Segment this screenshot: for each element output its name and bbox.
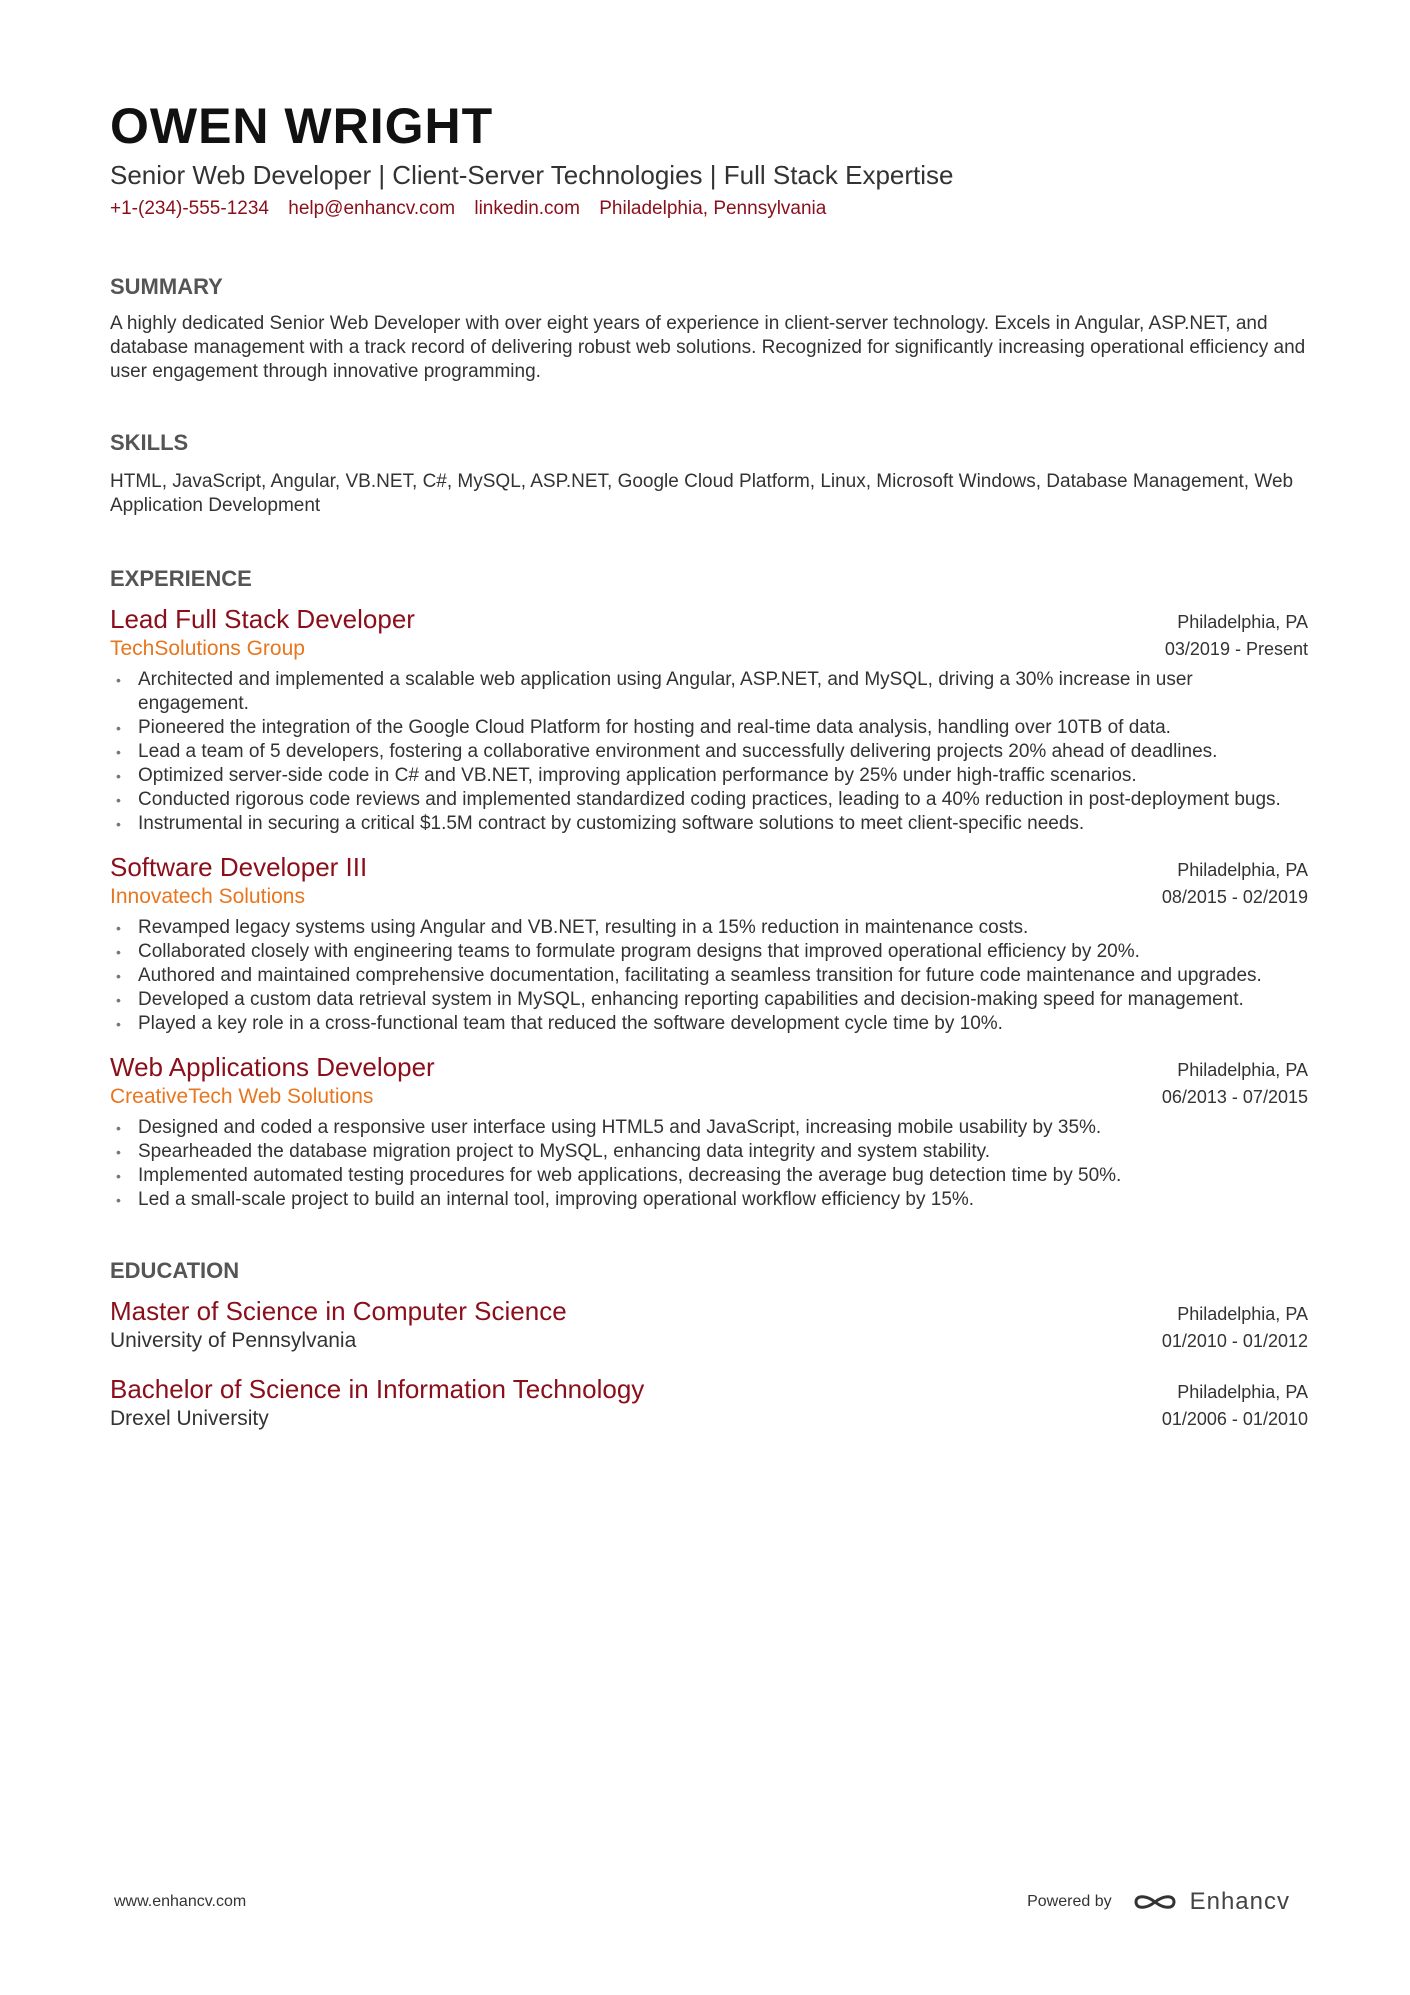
- job-company: CreativeTech Web Solutions: [110, 1085, 374, 1108]
- job-bullets: [110, 1116, 1308, 1212]
- education-school-row: [110, 1406, 1308, 1432]
- education-degree: Bachelor of Science in Information Technology: [110, 1374, 645, 1404]
- footer-website-link[interactable]: www.enhancv.com: [114, 1893, 247, 1910]
- job-bullet: • Architected and implemented a scalable web application using Angular, ASP.NET, and MySQL, driving a 30% increase in user engagement.: [110, 668, 1308, 716]
- candidate-name: OWEN WRIGHT: [110, 98, 494, 154]
- education-title: EDUCATION: [110, 1258, 240, 1283]
- job-company: TechSolutions Group: [110, 637, 305, 660]
- job-bullets: [110, 668, 1308, 836]
- enhancv-logo-icon: [1132, 1889, 1178, 1915]
- job-entry: [110, 850, 1308, 1036]
- resume-page: [110, 96, 1308, 1432]
- skills-text: HTML, JavaScript, Angular, VB.NET, C#, MySQL, ASP.NET, Google Cloud Platform, Linux, Microsoft Windows, Database Management, Web Application Development: [110, 471, 1294, 516]
- job-bullet: • Played a key role in a cross-functional team that reduced the software development cycle time by 10%.: [110, 1012, 1308, 1036]
- job-location: Philadelphia, PA: [1177, 612, 1308, 632]
- enhancv-logo-text: Enhancv: [1189, 1888, 1290, 1915]
- enhancv-logo[interactable]: [1132, 1888, 1290, 1916]
- job-location: Philadelphia, PA: [1177, 1060, 1308, 1080]
- job-bullet: • Developed a custom data retrieval system in MySQL, enhancing reporting capabilities and decision-making speed for management.: [110, 988, 1308, 1012]
- education-school-row: [110, 1328, 1308, 1354]
- education-entry: [110, 1294, 1308, 1354]
- contact-linkedin[interactable]: linkedin.com: [474, 198, 580, 219]
- education-dates: 01/2010 - 01/2012: [1161, 1331, 1308, 1351]
- job-company-row: [110, 884, 1308, 910]
- job-role: Lead Full Stack Developer: [110, 604, 415, 634]
- job-dates: 06/2013 - 07/2015: [1161, 1087, 1308, 1107]
- job-title-row: [110, 850, 1308, 884]
- education-degree-row: [110, 1294, 1308, 1328]
- summary-section: [110, 272, 1308, 384]
- education-degree-row: [110, 1372, 1308, 1406]
- job-bullet: • Conducted rigorous code reviews and implemented standardized coding practices, leading to a 40% reduction in post-deployment bugs.: [110, 788, 1308, 812]
- job-bullets: [110, 916, 1308, 1036]
- contact-info: [110, 196, 1308, 222]
- education-location: Philadelphia, PA: [1177, 1304, 1308, 1324]
- resume-header: [110, 96, 1308, 222]
- job-bullet: • Led a small-scale project to build an internal tool, improving operational workflow efficiency by 15%.: [110, 1188, 1308, 1212]
- education-entry: [110, 1372, 1308, 1432]
- job-company: Innovatech Solutions: [110, 885, 305, 908]
- education-school: University of Pennsylvania: [110, 1329, 357, 1352]
- job-bullet: • Optimized server-side code in C# and VB.NET, improving application performance by 25% under high-traffic scenarios.: [110, 764, 1308, 788]
- skills-title: SKILLS: [110, 430, 189, 455]
- job-title-row: [110, 602, 1308, 636]
- job-bullet: • Lead a team of 5 developers, fostering a collaborative environment and successfully delivering projects 20% ahead of deadlines.: [110, 740, 1308, 764]
- education-location: Philadelphia, PA: [1177, 1382, 1308, 1402]
- footer-brand: [1027, 1888, 1290, 1916]
- job-bullet: • Spearheaded the database migration project to MySQL, enhancing data integrity and system stability.: [110, 1140, 1308, 1164]
- skills-section: [110, 428, 1308, 518]
- experience-title: EXPERIENCE: [110, 566, 252, 591]
- job-dates: 03/2019 - Present: [1164, 639, 1308, 659]
- job-bullet: • Instrumental in securing a critical $1.5M contract by customizing software solutions to meet client-specific needs.: [110, 812, 1308, 836]
- summary-title: SUMMARY: [110, 274, 223, 299]
- job-title-row: [110, 1050, 1308, 1084]
- education-school: Drexel University: [110, 1407, 269, 1430]
- job-company-row: [110, 636, 1308, 662]
- job-bullet: • Authored and maintained comprehensive documentation, facilitating a seamless transition for future code maintenance and upgrades.: [110, 964, 1308, 988]
- job-role: Software Developer III: [110, 852, 368, 882]
- contact-location: Philadelphia, Pennsylvania: [599, 198, 827, 219]
- job-bullet: • Pioneered the integration of the Google Cloud Platform for hosting and real-time data analysis, handling over 10TB of data.: [110, 716, 1308, 740]
- job-bullet: • Implemented automated testing procedures for web applications, decreasing the average bug detection time by 50%.: [110, 1164, 1308, 1188]
- job-entry: [110, 1050, 1308, 1212]
- job-bullet: • Collaborated closely with engineering teams to formulate program designs that improved operational efficiency by 20%.: [110, 940, 1308, 964]
- education-dates: 01/2006 - 01/2010: [1161, 1409, 1308, 1429]
- education-section: [110, 1256, 1308, 1432]
- page-footer: [114, 1888, 1290, 1916]
- summary-text: A highly dedicated Senior Web Developer with over eight years of experience in client-server technology. Excels in Angular, ASP.NET, and database management with a track record of delivering robust web solutions. Recognized for significantly increasing operational efficiency and user engagement through innovative programming.: [110, 313, 1306, 382]
- contact-phone: +1-(234)-555-1234: [110, 198, 269, 219]
- contact-email[interactable]: help@enhancv.com: [288, 198, 456, 219]
- powered-by-label: Powered by: [1027, 1893, 1112, 1910]
- job-role: Web Applications Developer: [110, 1052, 435, 1082]
- candidate-headline: Senior Web Developer | Client-Server Technologies | Full Stack Expertise: [110, 160, 954, 190]
- experience-section: [110, 564, 1308, 1212]
- job-company-row: [110, 1084, 1308, 1110]
- job-bullet: • Revamped legacy systems using Angular and VB.NET, resulting in a 15% reduction in maintenance costs.: [110, 916, 1308, 940]
- job-bullet: • Designed and coded a responsive user interface using HTML5 and JavaScript, increasing mobile usability by 35%.: [110, 1116, 1308, 1140]
- job-dates: 08/2015 - 02/2019: [1161, 887, 1308, 907]
- job-entry: [110, 602, 1308, 836]
- education-degree: Master of Science in Computer Science: [110, 1296, 567, 1326]
- job-location: Philadelphia, PA: [1177, 860, 1308, 880]
